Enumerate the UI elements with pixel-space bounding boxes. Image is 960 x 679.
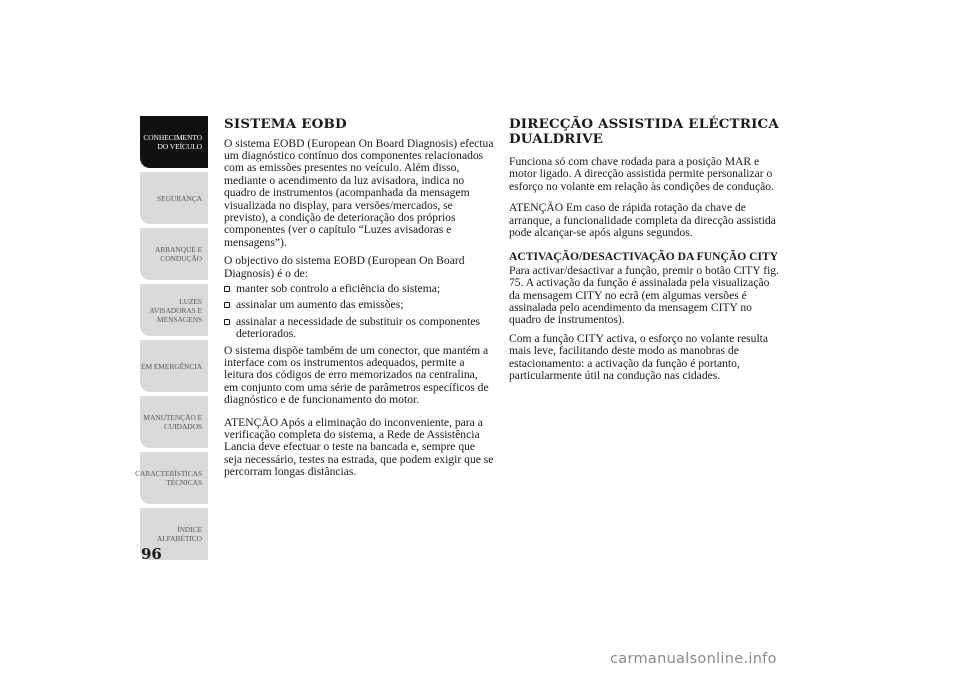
section-title: SISTEMA EOBD [224, 116, 347, 132]
list-item: assinalar um aumento das emissões; [224, 299, 494, 311]
subsection-title: ACTIVAÇÃO/DESACTIVAÇÃO DA FUNÇÃO CITY [509, 250, 779, 264]
tab-luzes-avisadoras-e-mensagens[interactable]: LUZES AVISADORAS E MENSAGENS [140, 284, 208, 336]
tab-manutencao-e-cuidados[interactable]: MANUTENÇÃO E CUIDADOS [140, 396, 208, 448]
page-number: 96 [141, 545, 162, 563]
tab-caracteristicas-tecnicas[interactable]: CARACTERÍSTICAS TÉCNICAS [140, 452, 208, 504]
tab-arranque-e-conducao[interactable]: ARRANQUE E CONDUÇÃO [140, 228, 208, 280]
tab-conhecimento-do-veiculo[interactable]: CONHECIMENTO DO VEÍCULO [140, 116, 208, 168]
paragraph: Funciona só com chave rodada para a posição MAR e motor ligado. A direcção assistida permite personalizar o esforço no volante em relação às condições de condução. [509, 155, 774, 193]
watermark: carmanualsonline.info [610, 651, 777, 667]
checkbox-bullet-icon [224, 319, 230, 325]
chapter-tabs [135, 116, 208, 564]
paragraph: O sistema EOBD (European On Board Diagnosis) efectua um diagnóstico contínuo dos componentes relacionados com as emissões presentes no veículo. Além disso, mediante o acendimento da luz avisadora, indica no quadro de instrumentos (acompanhada da mensagem visualizada no display, para versões/mercados, se previsto), a condição de deterioração dos próprios componentes (ver o capítulo “Luzes avisadoras e mensagens”). [224, 136, 494, 249]
checkbox-bullet-icon [224, 302, 230, 308]
paragraph: O objectivo do sistema EOBD (European On Board Diagnosis) é o de: [224, 254, 465, 280]
attention-note: ATENÇÃO Após a eliminação do inconveniente, para a verificação completa do sistema, a Rede de Assistência Lancia deve efectuar o teste na bancada e, sempre que seja necessário, testes na estrada, que podem exigir que se percorram longas distâncias. [224, 415, 494, 479]
section-title: DIRECÇÃO ASSISTIDA ELÉCTRICA DUALDRIVE [509, 116, 779, 147]
bullet-list [224, 283, 494, 341]
list-item: assinalar a necessidade de substituir os componentes deteriorados. [224, 316, 494, 341]
paragraph: O sistema dispõe também de um conector, que mantém a interface com os instrumentos adequados, permite a leitura dos códigos de erro memorizados na centralina, em conjunto com uma série de parâmetros específicos de diagnóstico e de funcionamento do motor. [224, 343, 489, 407]
tab-seguranca[interactable]: SEGURANÇA [140, 172, 208, 224]
tab-indice-alfabetico[interactable]: ÍNDICE ALFABÉTICO [140, 508, 208, 560]
section-direccao-assistida [509, 117, 779, 389]
paragraph: Com a função CITY activa, o esforço no volante resulta mais leve, facilitando deste modo as manobras de estacionamento: a activação da função é portanto, particularmente útil na condução nas cidades. [509, 331, 769, 383]
section-sistema-eobd [224, 117, 494, 485]
checkbox-bullet-icon [224, 286, 230, 292]
list-item: manter sob controlo a eficiência do sistema; [224, 283, 494, 295]
tab-em-emergencia[interactable]: EM EMERGÊNCIA [140, 340, 208, 392]
paragraph: Para activar/desactivar a função, premir o botão CITY fig. 75. A activação da função é assinalada pela visualização da mensagem CITY no ecrã (em algumas versões é assinalada pelo acendimento da mensagem CITY no quadro de instrumentos). [509, 263, 779, 327]
attention-note: ATENÇÃO Em caso de rápida rotação da chave de arranque, a funcionalidade completa da direcção assistida pode alcançar-se após alguns segundos. [509, 201, 776, 240]
